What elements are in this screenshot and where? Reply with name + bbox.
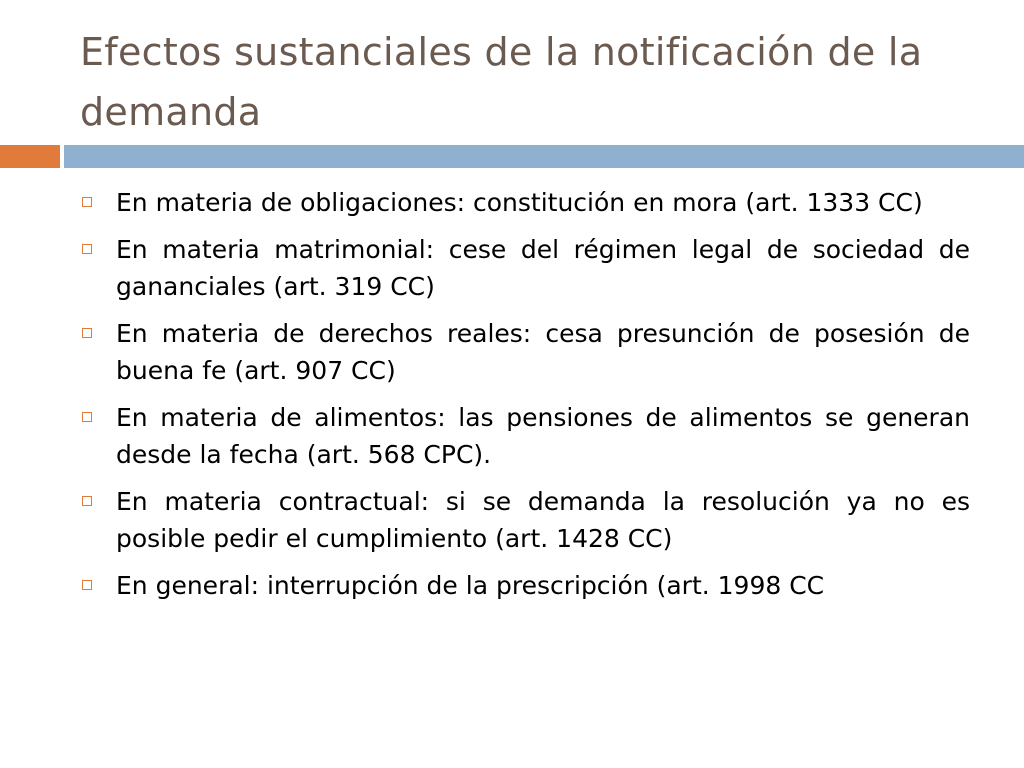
square-outline-icon [82, 328, 92, 338]
bullet-item [80, 567, 970, 604]
accent-bar [0, 145, 60, 168]
slide-title: Efectos sustanciales de la notificación de la demanda [80, 30, 923, 134]
square-outline-icon [82, 244, 92, 254]
bullet-item [80, 231, 970, 305]
square-outline-icon [82, 197, 92, 207]
bullet-list [80, 184, 970, 614]
bullet-text: En materia de obligaciones: constitución en mora (art. 1333 CC) [116, 188, 923, 217]
bullet-item [80, 184, 970, 221]
title-divider-bar [64, 145, 1024, 168]
square-outline-icon [82, 580, 92, 590]
bullet-text: En materia matrimonial: cese del régimen legal de sociedad de gananciales (art. 319 CC) [116, 235, 970, 301]
square-outline-icon [82, 412, 92, 422]
bullet-text: En materia de derechos reales: cesa presunción de posesión de buena fe (art. 907 CC) [116, 319, 970, 385]
bullet-text: En general: interrupción de la prescripción (art. 1998 CC [116, 571, 825, 600]
square-outline-icon [82, 496, 92, 506]
bullet-item [80, 399, 970, 473]
bullet-text: En materia de alimentos: las pensiones de alimentos se generan desde la fecha (art. 568 CPC). [116, 403, 970, 469]
bullet-item [80, 315, 970, 389]
bullet-text: En materia contractual: si se demanda la resolución ya no es posible pedir el cumplimiento (art. 1428 CC) [116, 487, 970, 553]
bullet-item [80, 483, 970, 557]
